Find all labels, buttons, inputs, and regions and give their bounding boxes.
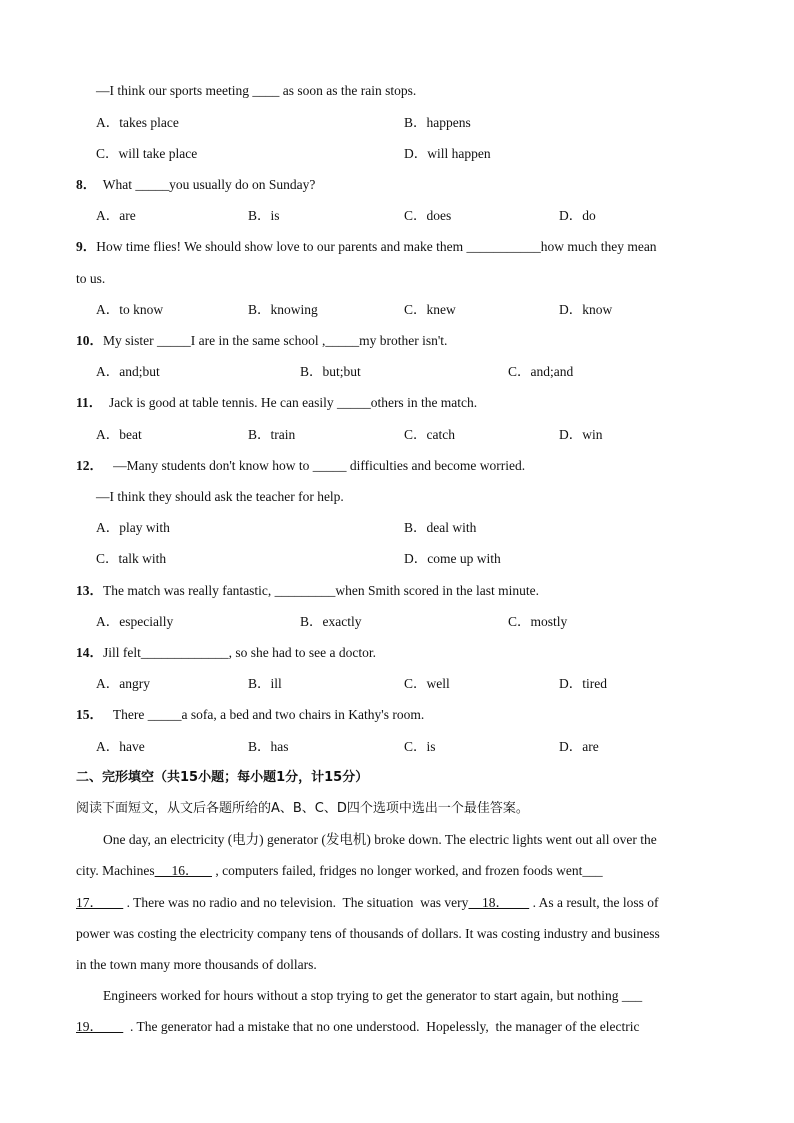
- q10-option-b: B．but;but: [300, 364, 361, 379]
- q13-stem: The match was really fantastic, _________when Smith scored in the last minute.: [103, 583, 540, 598]
- blank-16: 16．: [154, 863, 212, 878]
- q15-option-a: A．have: [96, 739, 145, 754]
- q14-option-b: B．ill: [248, 676, 282, 691]
- q12-stem-continued: —I think they should ask the teacher for help.: [96, 489, 344, 504]
- section-instructions: 阅读下面短文，从文后各题所给的A、B、C、D四个选项中选出一个最佳答案。: [76, 801, 529, 816]
- passage-text: , computers failed, fridges no longer worked, and frozen foods went___: [211, 863, 603, 878]
- q12-option-d: D．come up with: [404, 551, 501, 566]
- q14-option-d: D．tired: [559, 676, 607, 691]
- q9-option-d: D．know: [559, 302, 613, 317]
- q12-stem: —Many students don't know how to _____ difficulties and become worried.: [113, 458, 526, 473]
- q14-number: 14．: [76, 645, 103, 660]
- q11-option-b: B．train: [248, 427, 296, 442]
- q13-option-c: C．mostly: [508, 614, 568, 629]
- q13-question: [76, 582, 539, 600]
- q13-option-b: B．exactly: [300, 614, 362, 629]
- passage-p2-line1: Engineers worked for hours without a stop trying to get the generator to start again, but nothing ___: [103, 988, 643, 1003]
- q8-number: 8．: [76, 177, 97, 192]
- q8-option-c: C．does: [404, 208, 452, 223]
- q15-question: [76, 706, 424, 724]
- q7-option-c: C．will take place: [96, 146, 198, 161]
- q12-option-a: A．play with: [96, 520, 170, 535]
- passage-p1-line3: [76, 894, 659, 912]
- q7-option-b: B．happens: [404, 115, 471, 130]
- passage-text: . The generator had a mistake that no one understood. Hopelessly, the manager of the electric: [123, 1019, 640, 1034]
- q12-option-b: B．deal with: [404, 520, 477, 535]
- q11-number: 11．: [76, 395, 103, 410]
- passage-p1-line5: in the town many more thousands of dollars.: [76, 957, 317, 972]
- q7-option-d: D．will happen: [404, 146, 491, 161]
- passage-text: . As a result, the loss of: [529, 895, 659, 910]
- section-title: 二、完形填空（共15小题；每小题1分，计15分）: [76, 770, 369, 785]
- q14-option-a: A．angry: [96, 676, 150, 691]
- q9-stem-continued: to us.: [76, 271, 106, 286]
- q8-option-b: B．is: [248, 208, 280, 223]
- blank-17: 17．: [76, 895, 124, 910]
- passage-text: . There was no radio and no television. The situation was very: [123, 895, 469, 910]
- q8-option-a: A．are: [96, 208, 136, 223]
- q14-stem: Jill felt_____________, so she had to see a doctor.: [103, 645, 376, 660]
- q11-option-d: D．win: [559, 427, 603, 442]
- q9-stem: How time flies! We should show love to our parents and make them ___________how much they mean: [96, 239, 657, 254]
- q15-number: 15．: [76, 707, 103, 722]
- q10-option-a: A．and;but: [96, 364, 160, 379]
- q13-number: 13．: [76, 583, 103, 598]
- passage-p1-line2: [76, 862, 603, 880]
- q10-question: [76, 332, 447, 350]
- q9-option-b: B．knowing: [248, 302, 318, 317]
- q10-stem: My sister _____I are in the same school ,_____my brother isn't.: [103, 333, 448, 348]
- q15-stem: There _____a sofa, a bed and two chairs in Kathy's room.: [112, 707, 425, 722]
- q15-option-c: C．is: [404, 739, 436, 754]
- q15-option-b: B．has: [248, 739, 289, 754]
- q8-stem: What _____you usually do on Sunday?: [102, 177, 316, 192]
- q9-question: [76, 238, 657, 256]
- blank-19: 19．: [76, 1019, 124, 1034]
- q11-stem: Jack is good at table tennis. He can easily _____others in the match.: [109, 395, 478, 410]
- q9-option-c: C．knew: [404, 302, 456, 317]
- q11-question: [76, 394, 477, 412]
- q12-option-c: C．talk with: [96, 551, 167, 566]
- q15-option-d: D．are: [559, 739, 599, 754]
- q8-question: [76, 176, 315, 194]
- passage-p1-line1: One day, an electricity (电力) generator (发电机) broke down. The electric lights went out all over the: [103, 832, 657, 847]
- q11-option-c: C．catch: [404, 427, 455, 442]
- q12-question: [76, 457, 525, 475]
- passage-text: city. Machines: [76, 863, 155, 878]
- passage-p2-line2: [76, 1018, 639, 1036]
- q11-option-a: A．beat: [96, 427, 142, 442]
- q13-option-a: A．especially: [96, 614, 174, 629]
- q10-option-c: C．and;and: [508, 364, 574, 379]
- q14-question: [76, 644, 376, 662]
- q10-number: 10．: [76, 333, 103, 348]
- q12-number: 12．: [76, 458, 103, 473]
- q7-stem: —I think our sports meeting ____ as soon as the rain stops.: [96, 83, 417, 98]
- q9-number: 9．: [76, 239, 97, 254]
- q9-option-a: A．to know: [96, 302, 164, 317]
- passage-p1-line4: power was costing the electricity company tens of thousands of dollars. It was costing industry and business: [76, 926, 660, 941]
- blank-18: 18．: [468, 895, 530, 910]
- q7-option-a: A．takes place: [96, 115, 179, 130]
- q14-option-c: C．well: [404, 676, 450, 691]
- q8-option-d: D．do: [559, 208, 596, 223]
